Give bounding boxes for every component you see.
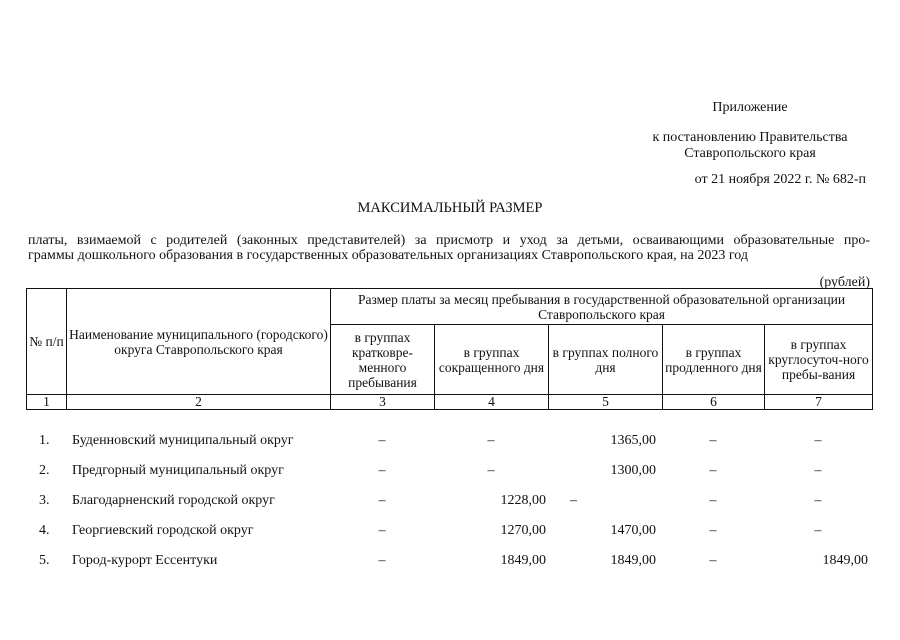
col-number: 5 [549,395,663,410]
col-number: 4 [435,395,549,410]
table-row [26,516,872,546]
header-num: № п/п [27,289,67,395]
cell-short-stay: – [378,463,386,478]
header-col-short-stay: в группах кратковре-менного пребывания [331,325,435,395]
cell-extended-day: – [709,433,717,448]
row-index: 2. [39,463,50,478]
cell-extended-day: – [709,493,717,508]
header-col-round-clock: в группах круглосуточ-ного пребы-вания [765,325,873,395]
cell-round-clock: – [814,523,822,538]
cell-short-stay: – [378,493,386,508]
cell-round-clock: – [814,463,822,478]
header-col-full-day: в группах полного дня [549,325,663,395]
col-number: 2 [67,395,331,410]
cell-extended-day: – [709,463,717,478]
table-body [26,426,872,576]
table-row [26,486,872,516]
appendix-label: Приложение [712,100,788,115]
cell-full-day: 1470,00 [610,523,656,538]
cell-full-day: 1365,00 [610,433,656,448]
appendix-government: Ставропольского края [684,146,816,161]
cell-reduced-day: 1228,00 [500,493,546,508]
document-title: МАКСИМАЛЬНЫЙ РАЗМЕР [357,200,543,216]
cell-extended-day: – [709,523,717,538]
cell-short-stay: – [378,433,386,448]
cell-reduced-day: 1270,00 [500,523,546,538]
appendix-block [630,100,870,162]
row-district: Город-курорт Ессентуки [72,553,218,568]
cell-reduced-day: 1849,00 [500,553,546,568]
cell-full-day: – [570,493,577,508]
cell-reduced-day: – [487,433,495,448]
row-district: Предгорный муниципальный округ [72,463,284,478]
row-district: Георгиевский городской округ [72,523,254,538]
col-number: 7 [765,395,873,410]
row-index: 3. [39,493,50,508]
appendix-resolution: к постановлению Правительства [652,130,848,145]
cell-short-stay: – [378,553,386,568]
subtitle-line-2: граммы дошкольного образования в государственных образовательных организациях Ставропольского края, на 2023 год [28,248,748,263]
document-subtitle [28,233,870,263]
cell-full-day: 1300,00 [610,463,656,478]
row-index: 5. [39,553,50,568]
row-district: Буденновский муниципальный округ [72,433,294,448]
col-number: 3 [331,395,435,410]
header-name: Наименование муниципального (городского) округа Ставропольского края [67,289,331,395]
header-col-reduced-day: в группах сокращенного дня [435,325,549,395]
cell-full-day: 1849,00 [610,553,656,568]
table-row [26,546,872,576]
subtitle-line-1: платы, взимаемой с родителей (законных представителей) за присмотр и уход за детьми, осваивающими образовательные про- [28,233,870,248]
table-row [26,456,872,486]
row-district: Благодарненский городской округ [72,493,275,508]
row-index: 4. [39,523,50,538]
cell-short-stay: – [378,523,386,538]
table-header [26,288,873,410]
cell-reduced-day: – [487,463,495,478]
decree-date: от 21 ноября 2022 г. № 682-п [694,172,866,187]
col-number: 6 [663,395,765,410]
units-label: (рублей) [819,275,870,290]
col-number: 1 [27,395,67,410]
cell-round-clock: 1849,00 [822,553,868,568]
header-group: Размер платы за месяц пребывания в государственной образовательной организации Ставропольского края [331,289,873,325]
cell-round-clock: – [814,493,822,508]
table-row [26,426,872,456]
cell-round-clock: – [814,433,822,448]
row-index: 1. [39,433,50,448]
header-col-extended-day: в группах продленного дня [663,325,765,395]
cell-extended-day: – [709,553,717,568]
